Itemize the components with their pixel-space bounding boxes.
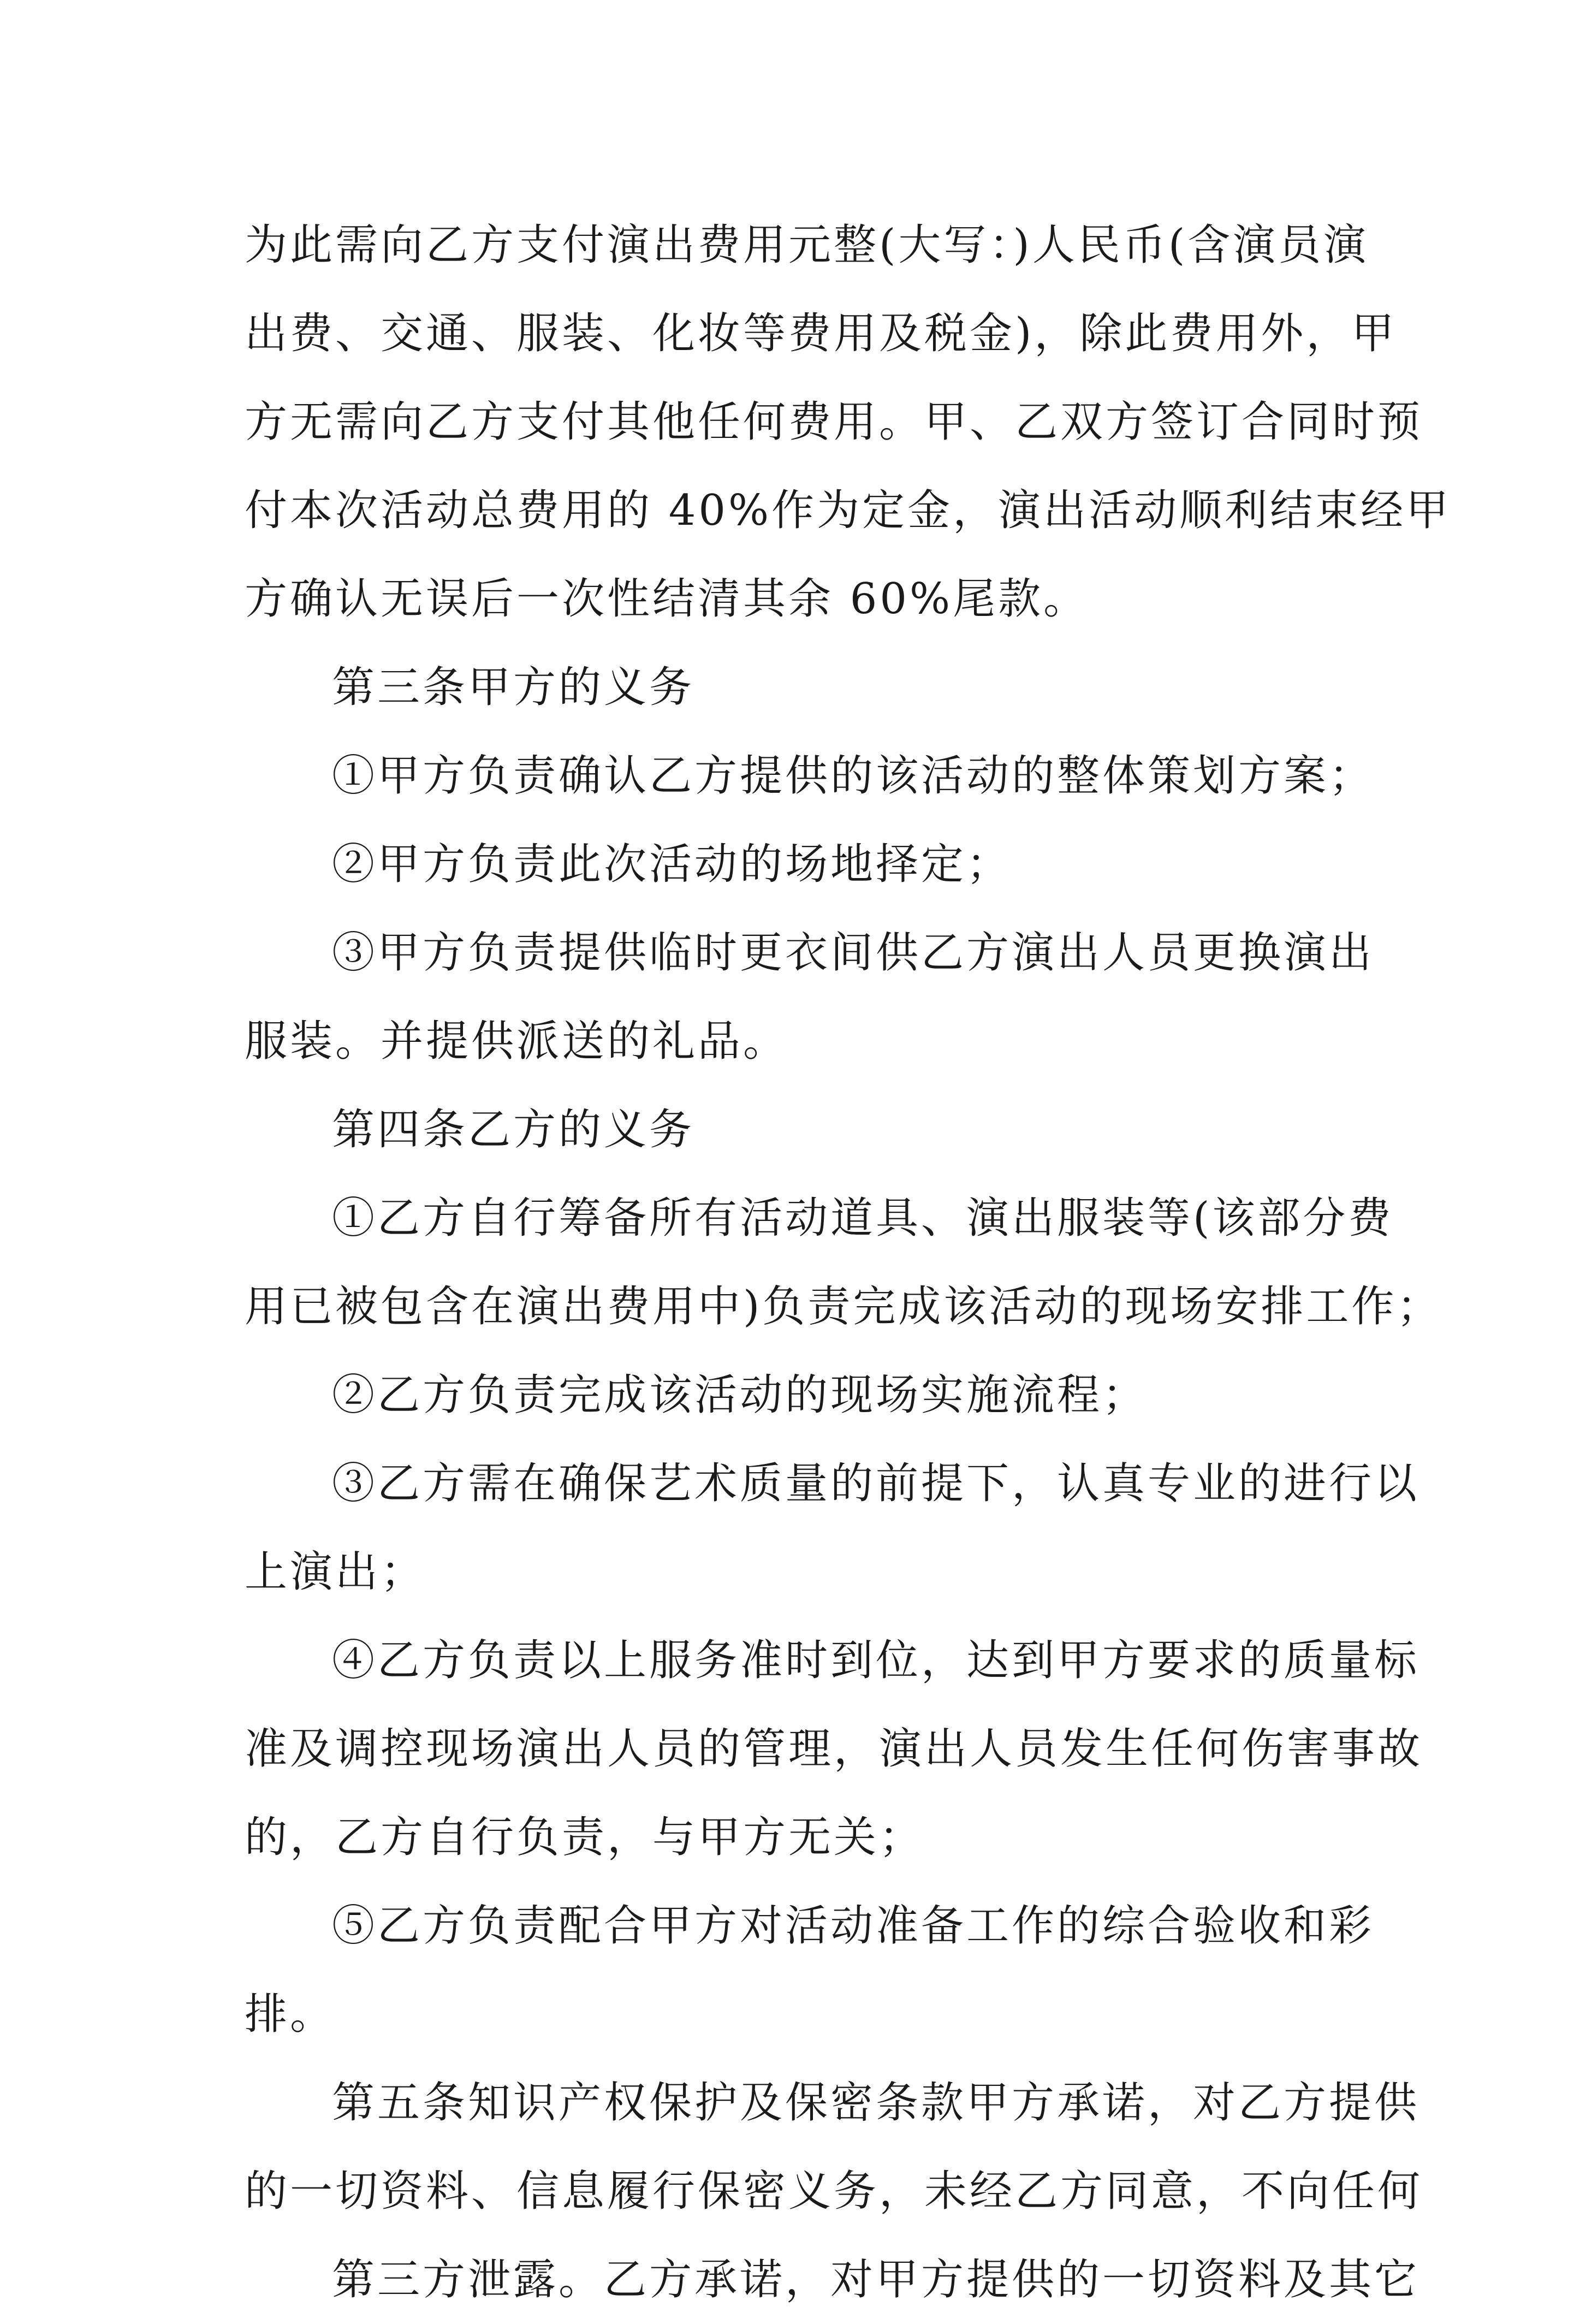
text-line: 服装。并提供派送的礼品。	[245, 1017, 789, 1066]
text-line: ①乙方自行筹备所有活动道具、演出服装等(该部分费	[332, 1194, 1394, 1243]
text-line: ②甲方负责此次活动的场地择定；	[332, 840, 1012, 889]
text-line: 第三方泄露。乙方承诺，对甲方提供的一切资料及其它	[332, 2255, 1420, 2304]
text-line: 付本次活动总费用的 40%作为定金，演出活动顺利结束经甲	[245, 486, 1452, 535]
text-line: ③乙方需在确保艺术质量的前提下，认真专业的进行以	[332, 1459, 1420, 1508]
text-line: 排。	[245, 1990, 336, 2039]
text-line: ③甲方负责提供临时更衣间供乙方演出人员更换演出	[332, 928, 1375, 977]
text-line: 出费、交通、服装、化妆等费用及税金)，除此费用外，甲	[245, 309, 1397, 358]
text-line: 方确认无误后一次性结清其余 60%尾款。	[245, 574, 1089, 624]
section-heading-party-a-obligations: 第三条甲方的义务	[332, 663, 695, 712]
section-heading-party-b-obligations: 第四条乙方的义务	[332, 1105, 695, 1154]
contract-body-text	[245, 201, 1452, 2324]
section-heading-ip-confidentiality: 第五条知识产权保护及保密条款甲方承诺，对乙方提供	[332, 2078, 1420, 2127]
text-line: 上演出；	[245, 1548, 426, 1597]
text-line: ⑤乙方负责配合甲方对活动准备工作的综合验收和彩	[332, 1901, 1375, 1950]
text-line: 为此需向乙方支付演出费用元整(大写：)人民币(含演员演	[245, 221, 1369, 270]
text-line: ②乙方负责完成该活动的现场实施流程；	[332, 1371, 1148, 1420]
text-line: 的，乙方自行负责，与甲方无关；	[245, 1813, 925, 1862]
text-line: ④乙方负责以上服务准时到位，达到甲方要求的质量标	[332, 1636, 1420, 1685]
text-line: ①甲方负责确认乙方提供的该活动的整体策划方案；	[332, 751, 1375, 801]
text-line: 的一切资料、信息履行保密义务，未经乙方同意，不向任何	[245, 2167, 1423, 2216]
text-line: 用已被包含在演出费用中)负责完成该活动的现场安排工作；	[245, 1282, 1442, 1331]
text-line: 方无需向乙方支付其他任何费用。甲、乙双方签订合同时预	[245, 398, 1423, 447]
text-line: 准及调控现场演出人员的管理，演出人员发生任何伤害事故	[245, 1724, 1423, 1774]
